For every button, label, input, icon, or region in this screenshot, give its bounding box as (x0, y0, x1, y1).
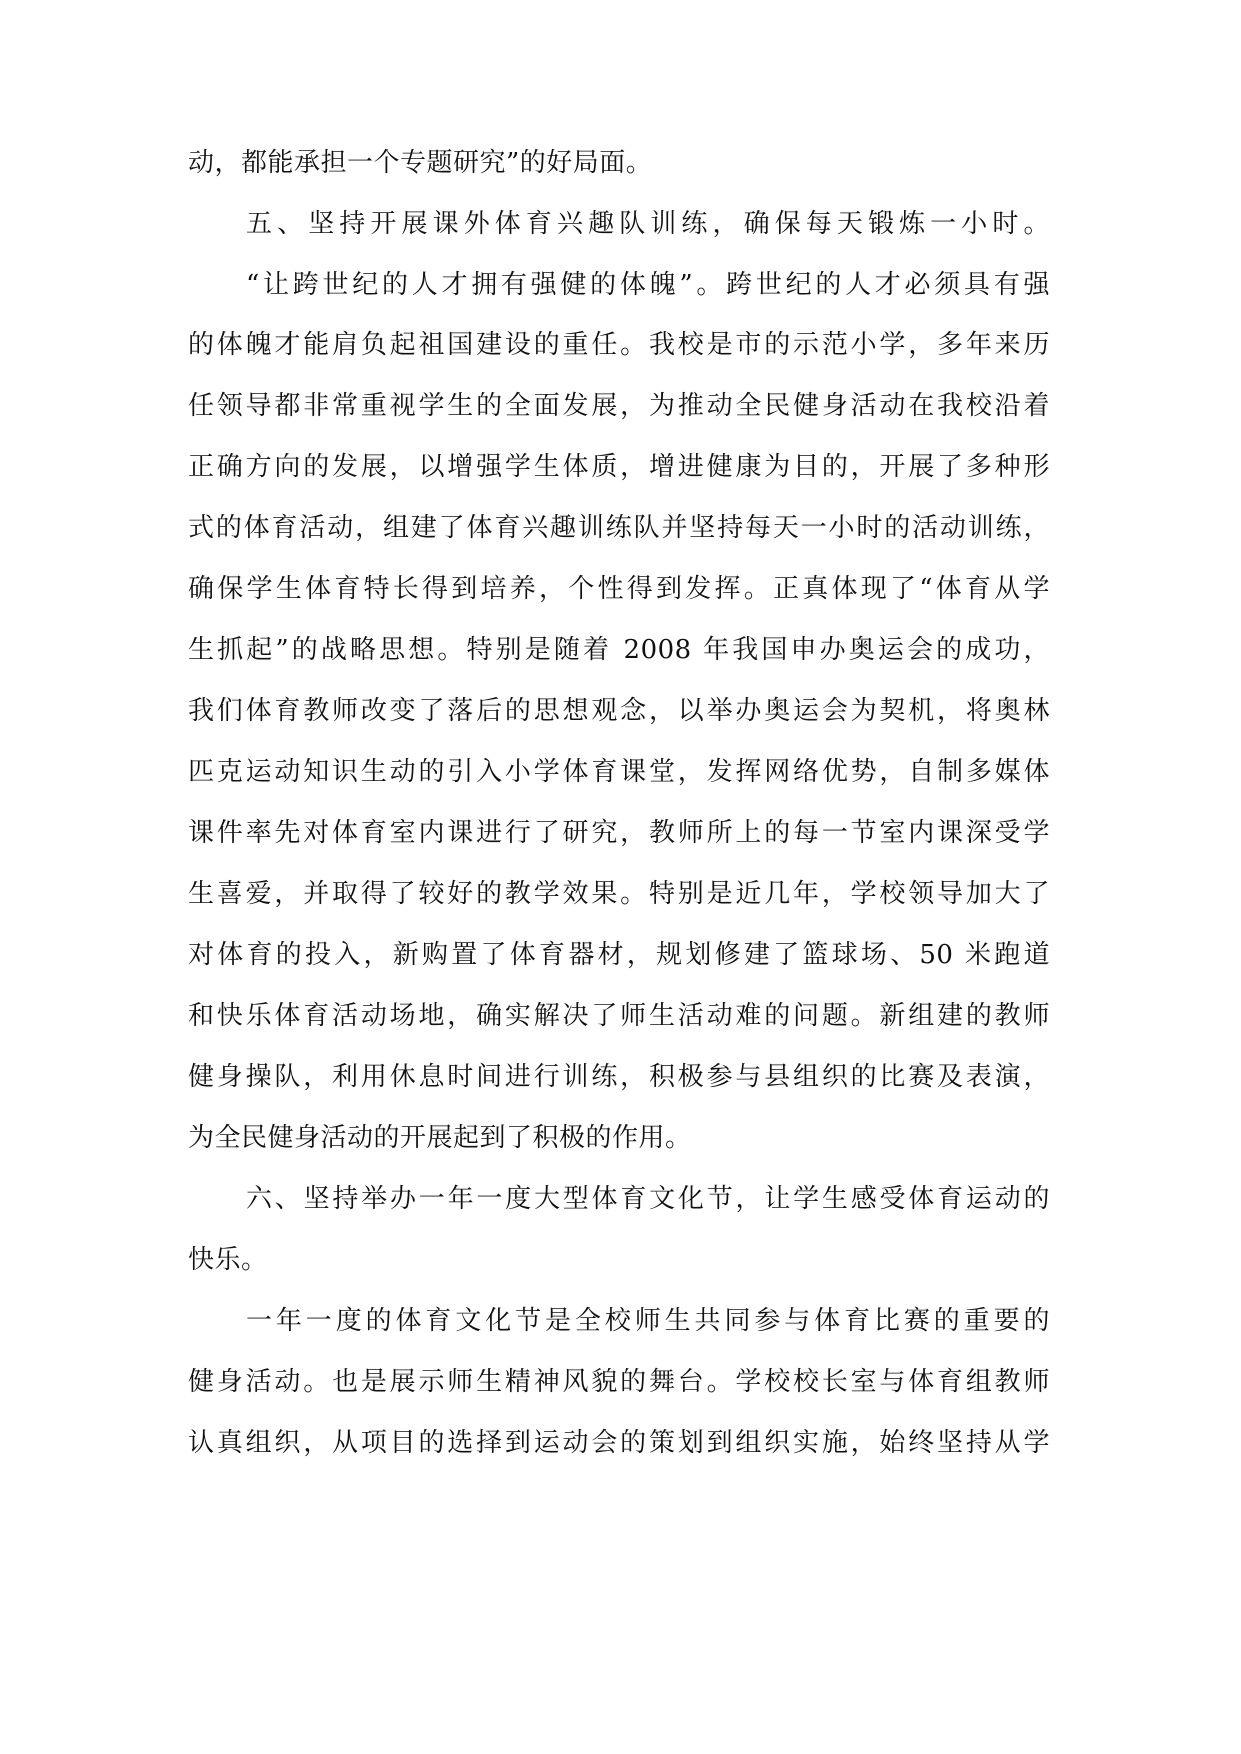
text-line: 为全民健身活动的开展起到了积极的作用。 (188, 1123, 692, 1153)
text-line: 确保学生体育特长得到培养，个性得到发挥。正真体现了“体育从学 (188, 574, 1050, 604)
text-line: 健身操队，利用休息时间进行训练，积极参与县组织的比赛及表演， (188, 1062, 1050, 1092)
section-heading: 六、坚持举办一年一度大型体育文化节，让学生感受体育运动的 (246, 1184, 1050, 1214)
section-heading: 五、坚持开展课外体育兴趣队训练，确保每天锻炼一小时。 (246, 209, 1050, 239)
text-line: 动，都能承担一个专题研究”的好局面。 (188, 148, 653, 178)
text-line: 我们体育教师改变了落后的思想观念，以举办奥运会为契机，将奥林 (188, 696, 1050, 726)
text-line: 生抓起”的战略思想。特别是随着 2008 年我国申办奥运会的成功， (188, 635, 1050, 665)
text-line: 对体育的投入，新购置了体育器材，规划修建了篮球场、50 米跑道 (188, 940, 1050, 970)
section-heading-continued: 快乐。 (188, 1245, 268, 1275)
text-line: 正确方向的发展，以增强学生体质，增进健康为目的，开展了多种形 (188, 452, 1050, 482)
text-line: 课件率先对体育室内课进行了研究，教师所上的每一节室内课深受学 (188, 818, 1050, 848)
text-line: 匹克运动知识生动的引入小学体育课堂，发挥网络优势，自制多媒体 (188, 757, 1050, 787)
text-line: 和快乐体育活动场地，确实解决了师生活动难的问题。新组建的教师 (188, 1001, 1050, 1031)
text-line: 的体魄才能肩负起祖国建设的重任。我校是市的示范小学，多年来历 (188, 330, 1050, 360)
text-line: “让跨世纪的人才拥有强健的体魄”。跨世纪的人才必须具有强 (246, 270, 1050, 300)
text-line: 认真组织，从项目的选择到运动会的策划到组织实施，始终坚持从学 (188, 1428, 1050, 1458)
text-line: 一年一度的体育文化节是全校师生共同参与体育比赛的重要的 (246, 1306, 1050, 1336)
text-line: 式的体育活动，组建了体育兴趣训练队并坚持每天一小时的活动训练， (188, 513, 1050, 543)
text-line: 生喜爱，并取得了较好的教学效果。特别是近几年，学校领导加大了 (188, 879, 1050, 909)
text-line: 健身活动。也是展示师生精神风貌的舞台。学校校长室与体育组教师 (188, 1367, 1050, 1397)
text-line: 任领导都非常重视学生的全面发展，为推动全民健身活动在我校沿着 (188, 391, 1050, 421)
